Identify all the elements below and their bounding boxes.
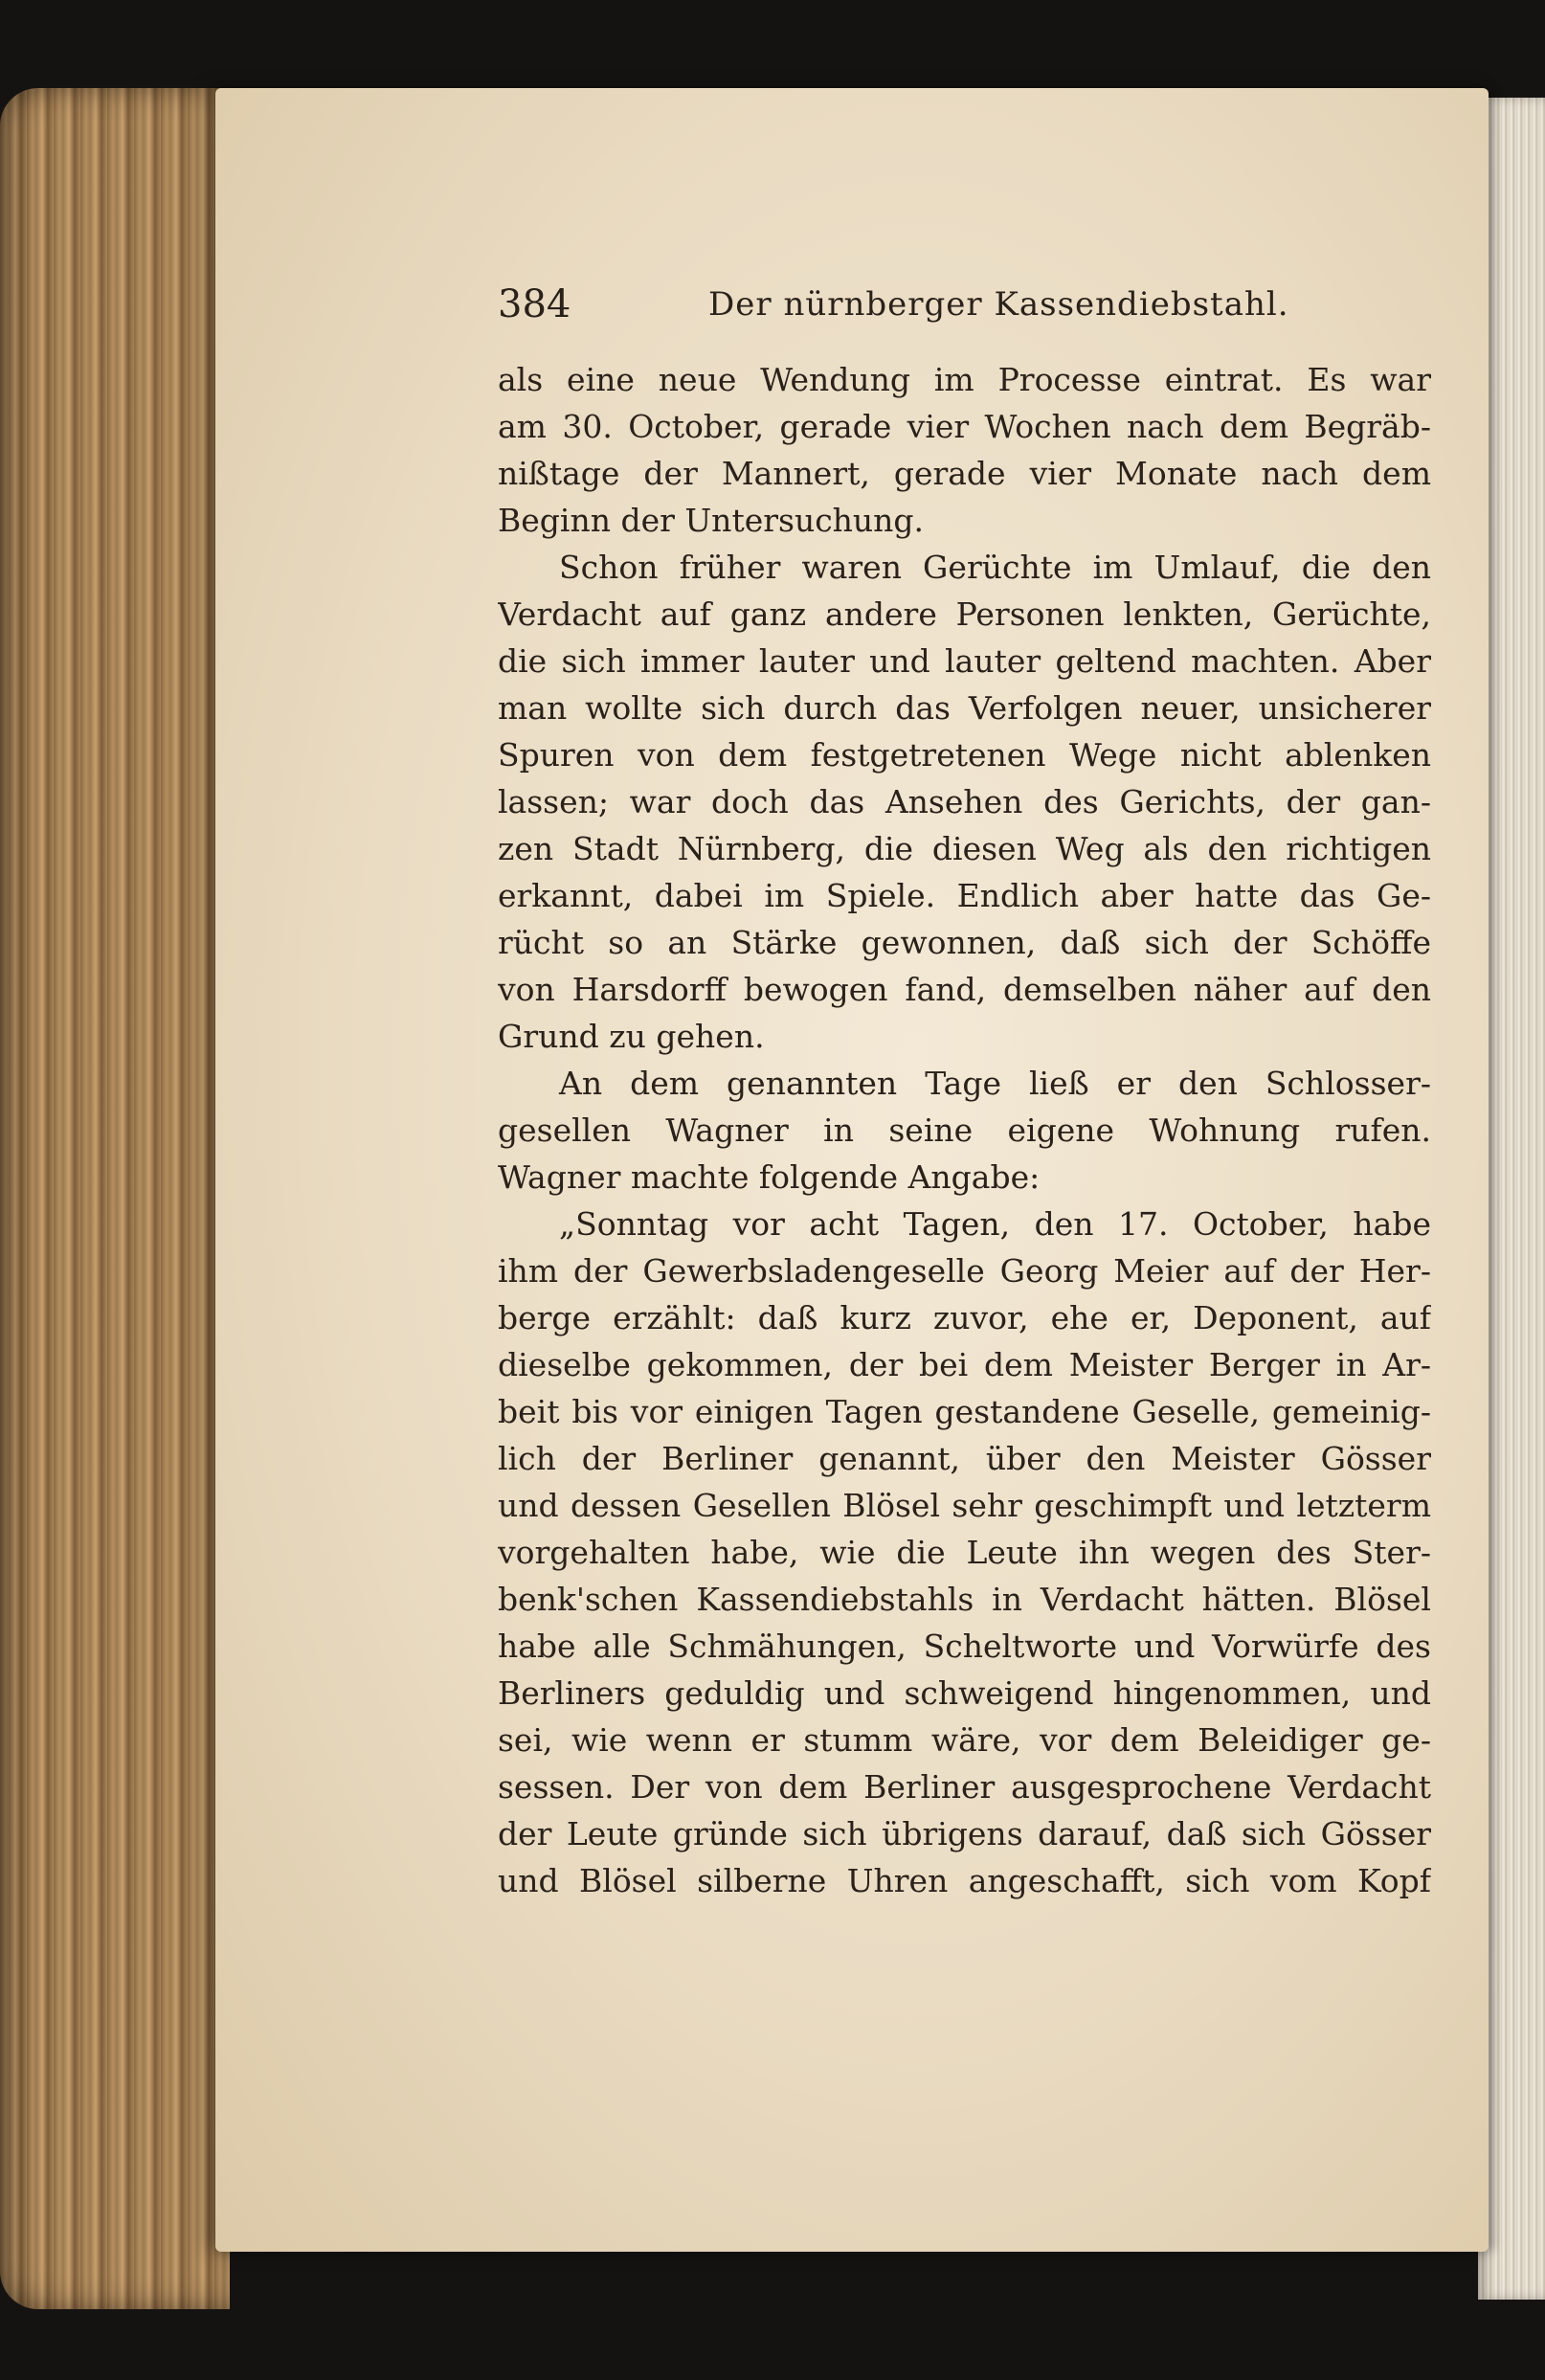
- text-line: am 30. October, gerade vier Wochen nach dem Begräb-: [498, 408, 1431, 445]
- text-line: lassen; war doch das Ansehen des Gerichts, der gan-: [498, 783, 1431, 820]
- page-number: 384: [498, 282, 571, 326]
- text-line: zen Stadt Nürnberg, die diesen Weg als den richtigen: [498, 830, 1431, 867]
- body-text: [498, 356, 1431, 1904]
- text-line: beit bis vor einigen Tagen gestandene Geselle, gemeinig-: [498, 1393, 1431, 1430]
- text-line: An dem genannten Tage ließ er den Schlosser-: [559, 1065, 1431, 1102]
- text-line: dieselbe gekommen, der bei dem Meister Berger in Ar-: [498, 1346, 1431, 1383]
- text-line: habe alle Schmähungen, Scheltworte und Vorwürfe des: [498, 1628, 1431, 1665]
- text-line: als eine neue Wendung im Processe eintrat. Es war: [498, 361, 1431, 398]
- text-line: Wagner machte folgende Angabe:: [498, 1158, 1041, 1196]
- text-line: Spuren von dem festgetretenen Wege nicht ablenken: [498, 736, 1431, 774]
- text-line: Grund zu gehen.: [498, 1018, 765, 1055]
- text-line: Schon früher waren Gerüchte im Umlauf, die den: [559, 549, 1431, 586]
- text-line: nißtage der Mannert, gerade vier Monate nach dem: [498, 455, 1431, 492]
- text-line: gesellen Wagner in seine eigene Wohnung rufen.: [498, 1111, 1431, 1149]
- page-header: [498, 276, 1436, 333]
- text-line: man wollte sich durch das Verfolgen neuer, unsicherer: [498, 689, 1431, 727]
- text-line: „Sonntag vor acht Tagen, den 17. October, habe: [559, 1205, 1431, 1243]
- text-line: rücht so an Stärke gewonnen, daß sich der Schöffe: [498, 924, 1431, 961]
- text-line: ihm der Gewerbsladengeselle Georg Meier auf der Her-: [498, 1252, 1431, 1290]
- text-line: sei, wie wenn er stumm wäre, vor dem Beleidiger ge-: [498, 1721, 1431, 1759]
- text-line: die sich immer lauter und lauter geltend machten. Aber: [498, 642, 1431, 680]
- text-line: vorgehalten habe, wie die Leute ihn wegen des Ster-: [498, 1534, 1431, 1571]
- page-edges-left: [0, 88, 230, 2309]
- text-line: berge erzählt: daß kurz zuvor, ehe er, Deponent, auf: [498, 1299, 1431, 1336]
- text-line: Beginn der Untersuchung.: [498, 502, 925, 539]
- text-line: benk'schen Kassendiebstahls in Verdacht hätten. Blösel: [498, 1581, 1431, 1618]
- text-line: Verdacht auf ganz andere Personen lenkten, Gerüchte,: [498, 595, 1431, 633]
- text-line: Berliners geduldig und schweigend hingenommen, und: [498, 1674, 1431, 1712]
- text-line: von Harsdorff bewogen fand, demselben näher auf den: [498, 971, 1431, 1008]
- text-line: und Blösel silberne Uhren angeschafft, sich vom Kopf: [498, 1862, 1431, 1899]
- text-line: der Leute gründe sich übrigens darauf, daß sich Gösser: [498, 1815, 1431, 1852]
- running-title: Der nürnberger Kassendiebstahl.: [708, 285, 1289, 324]
- text-line: und dessen Gesellen Blösel sehr geschimpft und letzterm: [498, 1487, 1431, 1524]
- text-line: erkannt, dabei im Spiele. Endlich aber hatte das Ge-: [498, 877, 1431, 914]
- text-line: lich der Berliner genannt, über den Meister Gösser: [498, 1440, 1431, 1477]
- text-line: sessen. Der von dem Berliner ausgesprochene Verdacht: [498, 1768, 1431, 1806]
